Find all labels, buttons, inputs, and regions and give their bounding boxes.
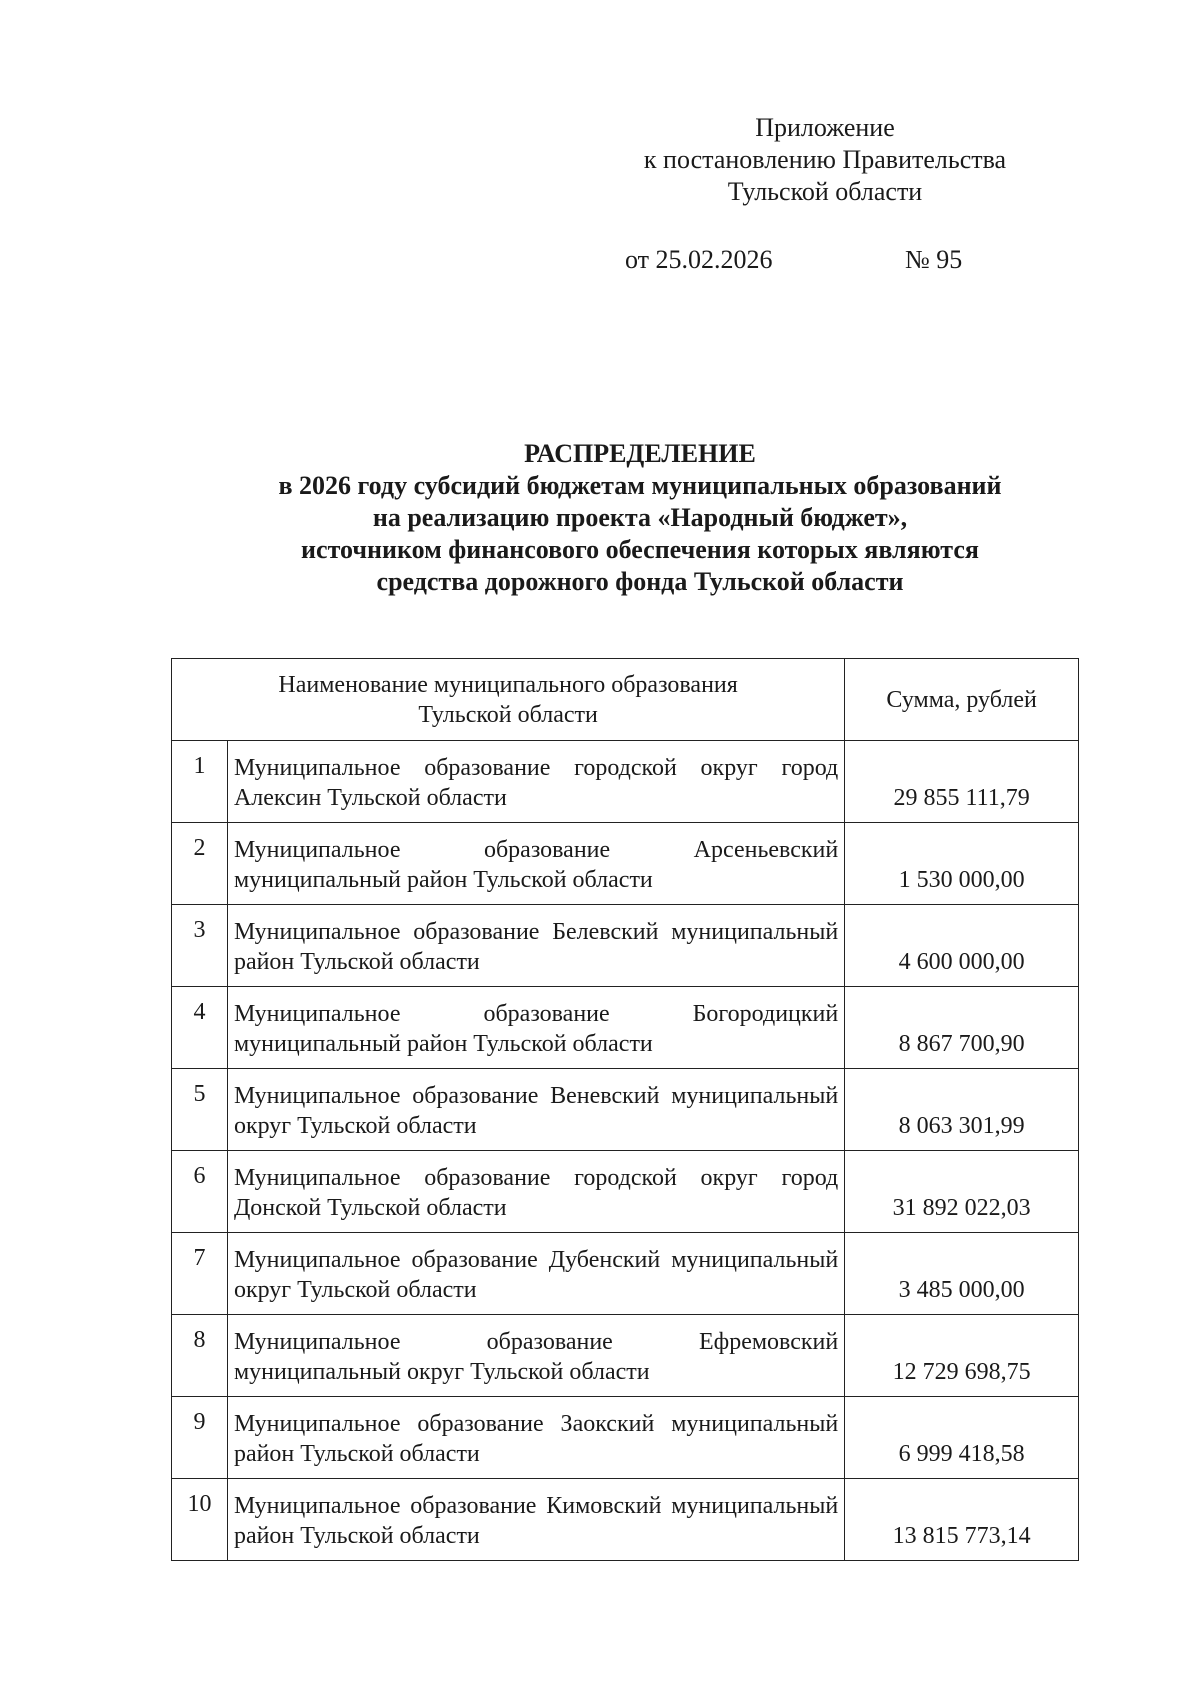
row-municipality: Муниципальное образование Заокский муниципальный район Тульской области xyxy=(227,1397,844,1479)
title-line-1: РАСПРЕДЕЛЕНИЕ xyxy=(524,439,756,468)
appendix-label: Приложение xyxy=(755,113,895,142)
table-row xyxy=(172,823,1079,905)
appendix-resolution: к постановлению Правительства xyxy=(643,145,1007,174)
row-sum: 31 892 022,03 xyxy=(845,1151,1079,1233)
resolution-number: № 95 xyxy=(905,245,963,274)
row-sum: 1 530 000,00 xyxy=(845,823,1079,905)
row-municipality: Муниципальное образование Богородицкий муниципальный район Тульской области xyxy=(227,987,844,1069)
row-municipality: Муниципальное образование Веневский муниципальный округ Тульской области xyxy=(227,1069,844,1151)
title-line-5: средства дорожного фонда Тульской области xyxy=(376,567,904,596)
title-line-4: источником финансового обеспечения которых являются xyxy=(301,535,979,564)
table-row xyxy=(172,1397,1079,1479)
appendix-header xyxy=(620,112,1030,208)
row-number: 9 xyxy=(172,1397,228,1479)
row-number: 6 xyxy=(172,1151,228,1233)
row-number: 4 xyxy=(172,987,228,1069)
header-name-line-2: Тульской области xyxy=(418,701,598,728)
document-title xyxy=(150,438,1130,598)
row-sum: 8 063 301,99 xyxy=(845,1069,1079,1151)
resolution-date: от 25.02.2026 xyxy=(625,245,773,274)
row-sum: 3 485 000,00 xyxy=(845,1233,1079,1315)
table-row xyxy=(172,1069,1079,1151)
row-number: 8 xyxy=(172,1315,228,1397)
table-row xyxy=(172,1151,1079,1233)
table-row xyxy=(172,987,1079,1069)
table-row xyxy=(172,1479,1079,1561)
table-row xyxy=(172,741,1079,823)
row-number: 3 xyxy=(172,905,228,987)
row-number: 2 xyxy=(172,823,228,905)
appendix-region: Тульской области xyxy=(727,177,923,206)
row-number: 5 xyxy=(172,1069,228,1151)
row-sum: 4 600 000,00 xyxy=(845,905,1079,987)
row-municipality: Муниципальное образование городской округ город Алексин Тульской области xyxy=(227,741,844,823)
row-number: 7 xyxy=(172,1233,228,1315)
row-sum: 13 815 773,14 xyxy=(845,1479,1079,1561)
row-municipality: Муниципальное образование Белевский муниципальный район Тульской области xyxy=(227,905,844,987)
row-municipality: Муниципальное образование городской округ город Донской Тульской области xyxy=(227,1151,844,1233)
row-sum: 6 999 418,58 xyxy=(845,1397,1079,1479)
row-number: 10 xyxy=(172,1479,228,1561)
table-row xyxy=(172,1233,1079,1315)
row-sum: 12 729 698,75 xyxy=(845,1315,1079,1397)
row-municipality: Муниципальное образование Арсеньевский муниципальный район Тульской области xyxy=(227,823,844,905)
header-name-line-1: Наименование муниципального образования xyxy=(278,671,738,698)
table-row xyxy=(172,905,1079,987)
header-sum-cell: Сумма, рублей xyxy=(845,659,1079,741)
row-municipality: Муниципальное образование Ефремовский муниципальный округ Тульской области xyxy=(227,1315,844,1397)
row-municipality: Муниципальное образование Кимовский муниципальный район Тульской области xyxy=(227,1479,844,1561)
row-sum: 29 855 111,79 xyxy=(845,741,1079,823)
row-municipality: Муниципальное образование Дубенский муниципальный округ Тульской области xyxy=(227,1233,844,1315)
header-name-cell xyxy=(172,659,845,741)
table-row xyxy=(172,1315,1079,1397)
table-header-row xyxy=(172,659,1079,741)
distribution-table xyxy=(171,658,1079,1561)
title-line-3: на реализацию проекта «Народный бюджет», xyxy=(372,503,908,532)
row-number: 1 xyxy=(172,741,228,823)
title-line-2: в 2026 году субсидий бюджетам муниципальных образований xyxy=(278,471,1002,500)
row-sum: 8 867 700,90 xyxy=(845,987,1079,1069)
